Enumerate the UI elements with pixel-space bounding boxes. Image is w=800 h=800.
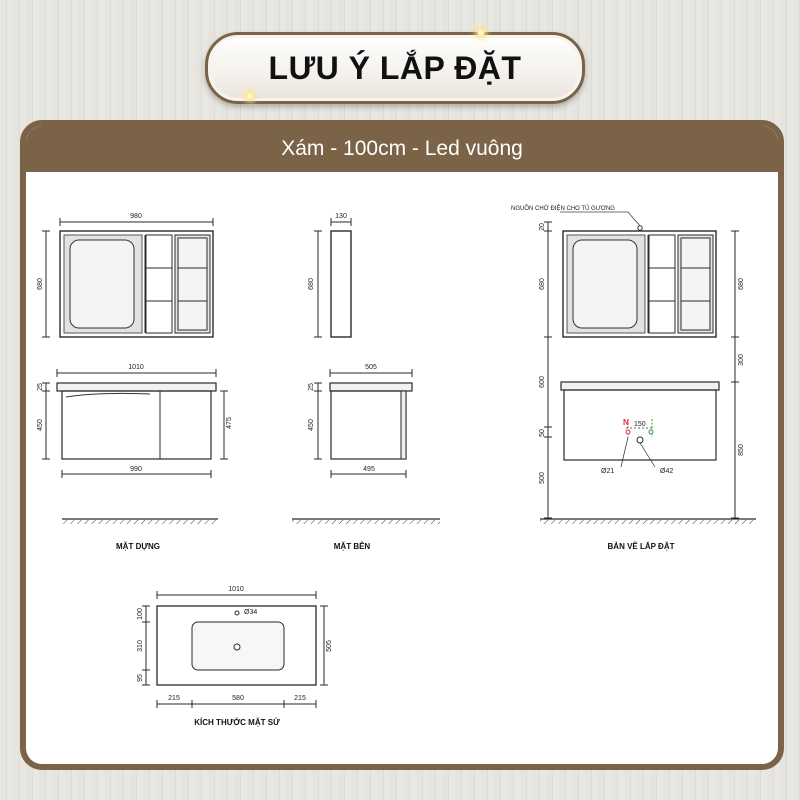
front-caption: MẶT DỰNG <box>116 542 160 551</box>
side-caption: MẶT BÊN <box>333 542 371 551</box>
side-bottom-depth: 495 <box>363 466 375 473</box>
install-pipe-large: Ø42 <box>660 468 674 475</box>
install-pipe-spacing: 150 <box>634 421 646 428</box>
side-mirror-depth: 130 <box>335 213 347 220</box>
side-countertop <box>330 383 412 391</box>
install-floor-hatch <box>540 520 756 524</box>
front-mirror-height: 680 <box>37 278 44 290</box>
install-caption: BẢN VẼ LẮP ĐẶT <box>607 542 675 551</box>
basin-bottom-margin: 95 <box>137 674 144 682</box>
side-cabinet-height: 450 <box>308 419 315 431</box>
front-cabinet-width: 1010 <box>128 364 144 371</box>
side-top-thickness: 25 <box>308 383 315 391</box>
side-mirror-height: 680 <box>308 278 315 290</box>
install-view <box>540 212 756 519</box>
front-countertop <box>57 383 216 391</box>
install-mirror-height-right: 680 <box>738 278 745 290</box>
side-floor-hatch <box>292 520 440 524</box>
basin-right-margin: 215 <box>294 695 306 702</box>
power-outlet-note: NGUỒN CHỜ ĐIỆN CHO TỦ GƯƠNG <box>511 206 615 212</box>
basin-hole: Ø34 <box>244 609 258 616</box>
front-mirror-width: 980 <box>130 213 142 220</box>
front-cabinet-height: 450 <box>37 419 44 431</box>
page-title: LƯU Ý LẮP ĐẶT <box>268 49 522 86</box>
front-top-thickness: 25 <box>37 383 44 391</box>
install-height-600: 600 <box>539 376 546 388</box>
basin-bowl-depth: 310 <box>137 640 144 652</box>
basin-view <box>142 591 328 708</box>
install-total-850: 850 <box>738 444 745 456</box>
install-floor-500: 500 <box>539 472 546 484</box>
front-side-height: 475 <box>226 417 233 429</box>
install-countertop <box>561 382 719 390</box>
basin-width: 1010 <box>228 586 244 593</box>
panel-subtitle: Xám - 100cm - Led vuông <box>26 126 778 172</box>
basin-left-margin: 215 <box>168 695 180 702</box>
install-gap-300: 300 <box>738 354 745 366</box>
faucet-hole <box>235 611 239 615</box>
front-open-shelves <box>146 235 172 333</box>
front-floor-hatch <box>62 520 218 524</box>
basin-depth: 505 <box>326 640 333 652</box>
front-led-frame <box>70 240 134 328</box>
side-vanity-body <box>331 391 406 459</box>
front-bottom-width: 990 <box>130 466 142 473</box>
install-top-gap: 20 <box>539 223 546 231</box>
side-mirror-cabinet <box>331 231 351 337</box>
install-mirror-height-left: 680 <box>539 278 546 290</box>
basin-caption: KÍCH THƯỚC MẶT SỨ <box>194 718 280 727</box>
basin-bowl-width: 580 <box>232 695 244 702</box>
basin-top-margin: 100 <box>137 608 144 620</box>
install-pipe-small: Ø21 <box>601 468 615 475</box>
drain-hole <box>234 644 240 650</box>
install-height-50: 50 <box>539 429 546 437</box>
install-marker-n: N <box>623 418 629 427</box>
front-vanity-body <box>62 391 211 459</box>
side-cabinet-depth: 505 <box>365 364 377 371</box>
